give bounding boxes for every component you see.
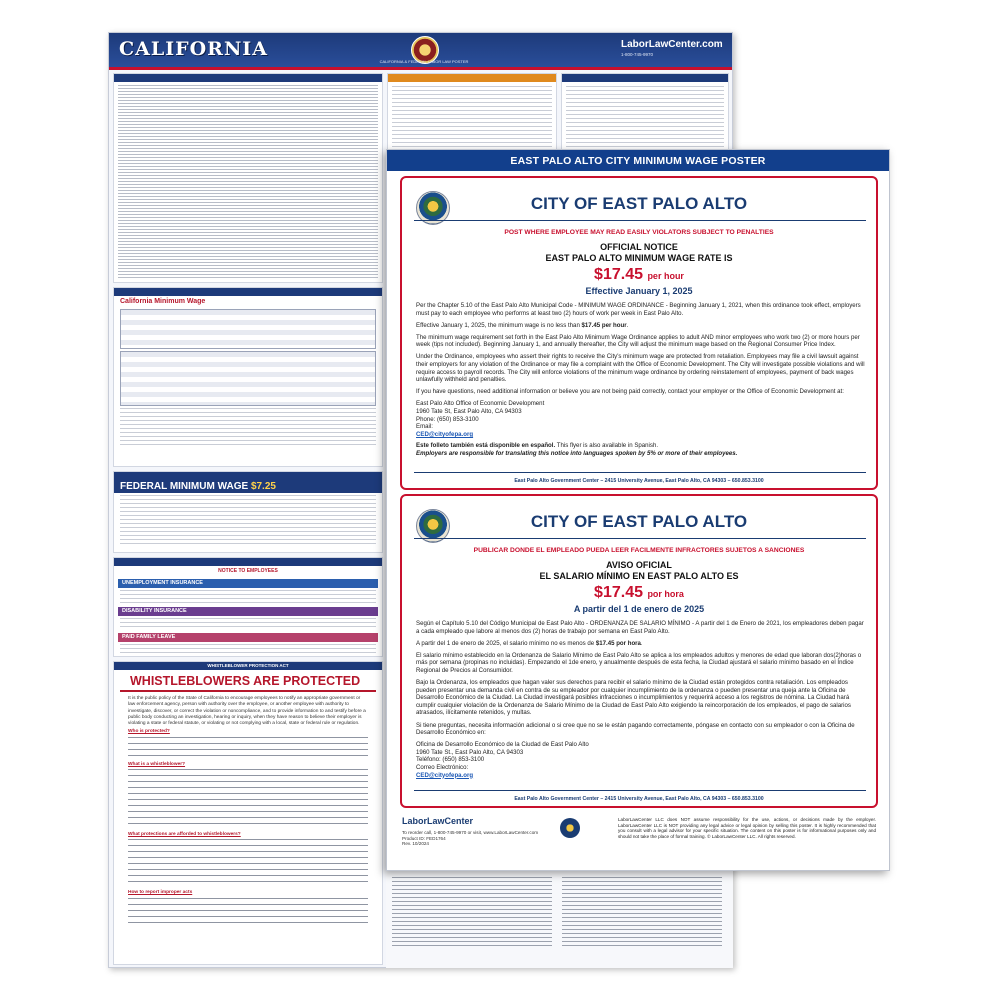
paragraph: Per the Chapter 5.10 of the East Palo Alto Municipal Code - MINIMUM WAGE ORDINANCE - Beginning January 1, 2021, when this ordinance took effect, employers must pay to each employee who performs at least two (2) hours of work per week in East Palo Alto. — [416, 302, 861, 317]
reorder-info: To reorder call, 1-800-745-9970 or visit, www.LaborLawCenter.com Product ID: FED1764 Rev. 10/2024 — [402, 830, 539, 846]
wage-table — [120, 351, 376, 406]
posting-instruction: PUBLICAR DONDE EL EMPLEADO PUEDA LEER FACILMENTE INFRACTORES SUJETOS A SANCIONES — [473, 547, 805, 554]
section-text — [120, 495, 376, 547]
paragraph: The minimum wage requirement set forth in the East Palo Alto Minimum Wage Ordinance applies to adult AND minor employees who work two (2) or more hours per week (tips not included). Beginning January 1, and annually thereafter, the City will adjust the minimum wage based on the Regional Consumer Price Index. — [416, 333, 860, 349]
unemployment-insurance-section — [113, 557, 383, 657]
brand-name: LaborLawCenter.com — [621, 39, 723, 50]
paragraph: Según el Capítulo 5.10 del Código Municipal de East Palo Alto - ORDENANZA DE SALARIO MÍNIMO - A partir del 1 de Enero de 2021, los empleadores deben pagar a cada empleado que labore al menos dos (2) horas de trabajo por semana en East Palo Alto. — [416, 620, 864, 635]
english-notice-section — [400, 176, 878, 490]
wb-question: What is a whistleblower? — [128, 761, 186, 767]
rate-heading: EL SALARIO MÍNIMO EN EAST PALO ALTO ES — [539, 571, 739, 581]
legal-disclaimer: LaborLawCenter LLC does NOT assume responsibility for the use, actions, or decisions made by the employer. LaborLawCenter LLC is NOT providing any legal advice or legal opinion by selling this poster. It is highly recommended that you consult with a legal advisor for your specific situation. The content on this poster is for informational purposes only and should not take the place of formal training. © LaborLawCenter LLC. All rights reserved. — [618, 817, 876, 839]
paragraph: El salario mínimo establecido en la Ordenanza de Salario Mínimo de East Palo Alto se aplica a los empleados adultos y menores de edad que laboran dos(2)horas o más por semana (propinas no incluidas). Empezando el 1de enero, y anualmente después de esta fecha, la Ciudad ajustará el salario mínimo basado en el Índice Regional de Precios al Consumidor. — [416, 651, 862, 674]
whistleblower-intro: It is the public policy of the State of California to encourage employees to notify an appropriate government or law enforcement agency, person with authority over the employee, or another employee with authority to investigate, discover, or correct the violation or noncompliance, and to provide information to and testify before a public body conducting an investigation, hearing or inquiry, when they have reason to believe their employer is violating a state or federal statute, or violating or not complying with a local, state or federal rule or regulation. — [128, 696, 366, 727]
paragraph: Effective January 1, 2025, the minimum wage is no less than $17.45 per hour. — [416, 321, 629, 329]
contact-address: East Palo Alto Office of Economic Development 1960 Tate St, East Palo Alto, CA 94303 Phone: (650) 853-3100 Email: CED@cityofepa.org — [416, 400, 545, 438]
pregnancy-rights-section — [387, 73, 557, 153]
divider — [414, 472, 866, 473]
insurance-bar: DISABILITY INSURANCE — [118, 607, 378, 616]
laborlawcenter-logo: LaborLawCenter — [402, 816, 474, 826]
effective-date: Effective January 1, 2025 — [585, 286, 693, 296]
min-wage-title: California Minimum Wage — [120, 298, 206, 305]
email-link[interactable]: CED@cityofepa.org — [416, 771, 474, 779]
language-note: Este folleto también está disponible en español. This flyer is also available in Spanish. Employers are responsible for translating this notice into languages spoken by 5% or more of their employees. — [416, 442, 738, 457]
military-rights-section — [561, 73, 729, 153]
wage-rate: $17.45 por hora — [594, 584, 684, 601]
federal-min-wage-amount: $7.25 — [250, 481, 276, 492]
insurance-bar: PAID FAMILY LEAVE — [118, 633, 378, 642]
poster-subtitle: CALIFORNIA & FEDERAL LABOR LAW POSTER — [379, 59, 469, 64]
rate-heading: EAST PALO ALTO MINIMUM WAGE RATE IS — [545, 253, 733, 263]
official-notice: AVISO OFICIAL — [606, 560, 672, 570]
posting-instruction: POST WHERE EMPLOYEE MAY READ EASILY VIOLATORS SUBJECT TO PENALTIES — [504, 229, 774, 236]
divider — [414, 220, 866, 221]
section-text — [114, 82, 382, 282]
wb-question: What protections are afforded to whistleblowers? — [128, 832, 241, 838]
government-center-address: East Palo Alto Government Center – 2415 University Avenue, East Palo Alto, CA 94303 – 650.853.3100 — [514, 478, 764, 484]
notice-body — [416, 302, 866, 462]
paragraph: Si tiene preguntas, necesita información adicional o si cree que no se le están pagando correctamente, póngase en contacto con su empleador o con la Oficina de Desarrollo Económico en: — [416, 721, 855, 737]
email-link[interactable]: CED@cityofepa.org — [416, 430, 474, 438]
wb-question: Who is protected? — [128, 729, 170, 735]
federal-minimum-wage-section — [113, 471, 383, 553]
divider — [414, 538, 866, 539]
divider — [414, 790, 866, 791]
section-bar: WHISTLEBLOWER PROTECTION ACT — [114, 662, 382, 670]
poster-title: EAST PALO ALTO CITY MINIMUM WAGE POSTER — [510, 155, 766, 167]
whistleblower-body — [114, 692, 382, 935]
official-notice: OFFICIAL NOTICE — [600, 242, 678, 252]
poster-footer — [400, 814, 878, 866]
whistleblower-title: WHISTLEBLOWERS ARE PROTECTED — [120, 670, 376, 692]
whistleblower-section — [113, 661, 383, 965]
paragraph: Under the Ordinance, employees who assert their rights to receive the City's minimum wage are protected from retaliation. Employees may file a civil lawsuit against their employers for any violation of the Ordinance or may file a complaint with the Office of Economic Development. The City will investigate possible violations and will require access to payroll records. The City will enforce violations of the minimum wage ordinance by ordering reinstatement of employees, payment of back wages unlawfully withheld and penalties. — [416, 353, 865, 384]
section-text — [120, 408, 376, 448]
contact-address: Oficina de Desarrollo Económico de la Ciudad de East Palo Alto 1960 Tate St., East Palo Alto, CA 94303 Teléfono: (650) 853-3100 Correo Electrónico: CED@cityofepa.org — [416, 741, 589, 779]
california-minimum-wage-section — [113, 287, 383, 467]
discrimination-section — [113, 73, 383, 283]
poster-top-bar — [387, 150, 889, 171]
state-title: CALIFORNIA — [119, 38, 268, 60]
wage-table — [120, 309, 376, 349]
city-title: CITY OF EAST PALO ALTO — [530, 194, 748, 213]
wb-question: How to report improper acts — [128, 890, 193, 896]
notice-body — [416, 620, 866, 783]
paragraph: If you have questions, need additional information or believe you are not being paid correctly, contact your employer or the Office of Economic Development at: — [416, 388, 844, 396]
brand-phone: 1-800-745-9970 — [621, 52, 654, 57]
notice-to-employees: NOTICE TO EMPLOYEES — [218, 568, 278, 574]
spanish-notice-section — [400, 494, 878, 808]
federal-min-wage-band: FEDERAL MINIMUM WAGE $7.25 — [114, 480, 382, 493]
city-seal-icon — [560, 818, 580, 838]
header-stripe — [109, 67, 732, 70]
paragraph: A partir del 1 de enero de 2025, el salario mínimo no es menos de $17.45 por hora. — [416, 639, 643, 647]
poster-header — [109, 33, 732, 67]
government-center-address: East Palo Alto Government Center – 2415 University Avenue, East Palo Alto, CA 94303 – 650.853.3100 — [514, 796, 764, 802]
city-title: CITY OF EAST PALO ALTO — [530, 512, 748, 531]
east-palo-alto-minimum-wage-poster — [386, 149, 890, 871]
paragraph: Bajo la Ordenanza, los empleados que hagan valer sus derechos para recibir el salario mínimo de la Ciudad están protegidos contra retaliación. Los empleados pueden presentar una demanda civil en contra de su empleador por cualquier incumplimiento de la ordenanza o pueden presentar una queja ante la Oficina de Desarrollo Económico de la Ciudad. La Ciudad investigará posibles infracciones o incumplimientos y requerirá acceso a los registros de nómina. La Ciudad hará cumplir cualquier violación de la Ordenanza de Salario Mínimo de la Ciudad de East Palo Alto exigiendo la reincorporación de los empleados, el pago de salarios atrasados, ilícitamente retenidos, y multas. — [416, 679, 851, 717]
wage-rate: $17.45 per hour — [594, 266, 684, 283]
effective-date: A partir del 1 de enero de 2025 — [573, 604, 705, 614]
office-directory — [386, 871, 733, 968]
insurance-bar: UNEMPLOYMENT INSURANCE — [118, 579, 378, 588]
